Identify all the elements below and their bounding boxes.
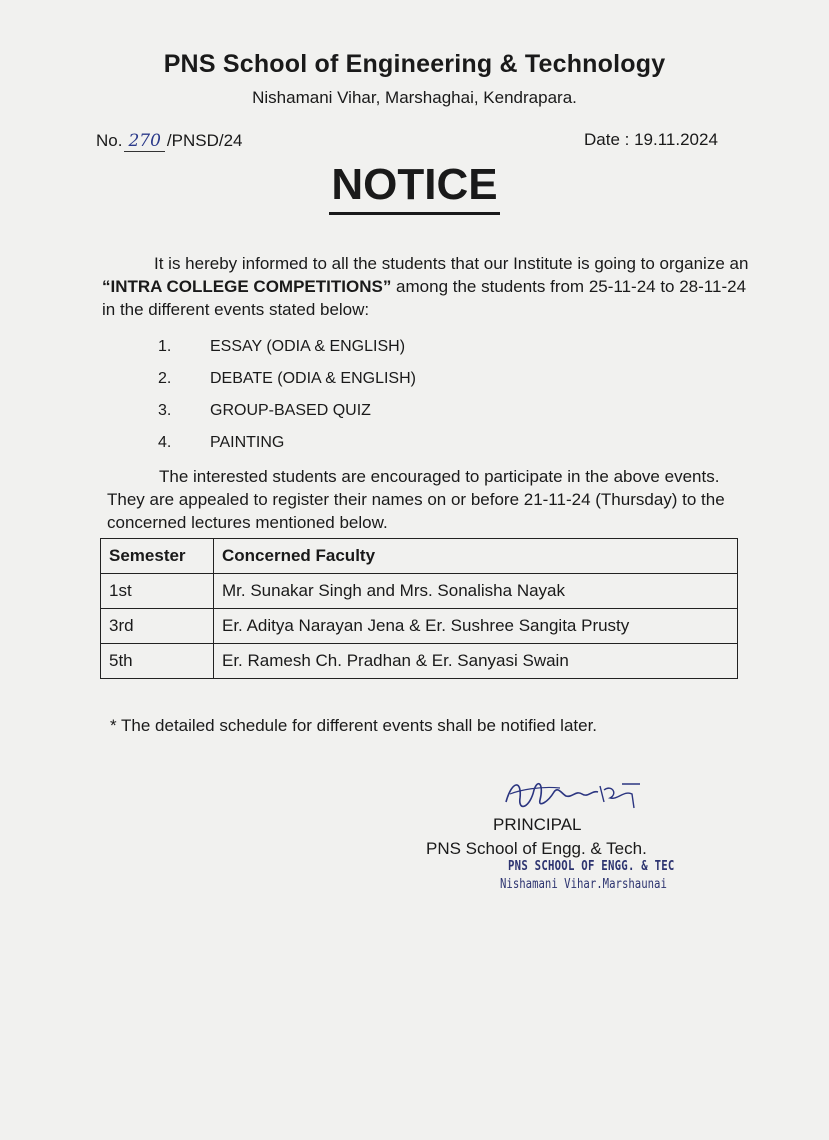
faculty-table	[100, 538, 738, 679]
notice-title: NOTICE	[329, 158, 499, 215]
event-name: ESSAY (ODIA & ENGLISH)	[210, 338, 406, 355]
institute-address: Nishamani Vihar, Marshaghai, Kendrapara.	[252, 88, 577, 107]
reference-prefix: No.	[96, 131, 123, 150]
competition-name: “INTRA COLLEGE COMPETITIONS”	[102, 277, 392, 296]
event-number: 2.	[158, 370, 172, 387]
reference-suffix: /PNSD/24	[166, 131, 243, 150]
event-name: DEBATE (ODIA & ENGLISH)	[210, 370, 416, 387]
faculty-cell: Er. Aditya Narayan Jena & Er. Sushree Sangita Prusty	[214, 609, 738, 644]
principal-title: PRINCIPAL	[493, 815, 582, 834]
table-row	[101, 609, 738, 644]
table-row	[101, 574, 738, 609]
list-item	[158, 335, 416, 367]
faculty-cell: Er. Ramesh Ch. Pradhan & Er. Sanyasi Swain	[214, 644, 738, 679]
faculty-cell: Mr. Sunakar Singh and Mrs. Sonalisha Nayak	[214, 574, 738, 609]
notice-date: Date : 19.11.2024	[584, 130, 718, 149]
event-number: 3.	[158, 402, 172, 419]
list-item	[158, 367, 416, 399]
reference-handwritten-number: 270	[124, 131, 164, 152]
signature-institute: PNS School of Engg. & Tech.	[426, 839, 647, 858]
intro-text-1: It is hereby informed to all the students that our Institute is going to organize an	[154, 254, 749, 273]
event-number: 4.	[158, 434, 172, 451]
notice-title-wrap	[0, 158, 829, 215]
semester-cell: 3rd	[101, 609, 214, 644]
instructions-paragraph	[107, 465, 757, 534]
reference-number	[96, 131, 243, 151]
list-item	[158, 399, 416, 431]
column-header-faculty: Concerned Faculty	[214, 539, 738, 574]
semester-cell: 5th	[101, 644, 214, 679]
event-name: PAINTING	[210, 434, 285, 451]
institute-name: PNS School of Engineering & Technology	[163, 50, 666, 78]
list-item	[158, 431, 416, 463]
table-row	[101, 644, 738, 679]
events-list	[158, 335, 416, 463]
semester-cell: 1st	[101, 574, 214, 609]
intro-paragraph	[102, 252, 752, 321]
event-number: 1.	[158, 338, 172, 355]
event-name: GROUP-BASED QUIZ	[210, 402, 371, 419]
table-header-row	[101, 539, 738, 574]
official-stamp-line-2: Nishamani Vihar.Marshaunai	[500, 877, 667, 892]
official-stamp-line-1: PNS SCHOOL OF ENGG. & TEC	[508, 859, 675, 874]
schedule-footnote: * The detailed schedule for different events shall be notified later.	[110, 716, 598, 735]
instructions-text: The interested students are encouraged to participate in the above events. They are appealed to register their names on or before 21-11-24 (Thursday) to the concerned lectures mentioned below.	[107, 467, 725, 532]
intro-text-2: among the students from 25-11-24 to 28-11-24 in the different events stated below:	[102, 277, 747, 319]
column-header-semester: Semester	[101, 539, 214, 574]
